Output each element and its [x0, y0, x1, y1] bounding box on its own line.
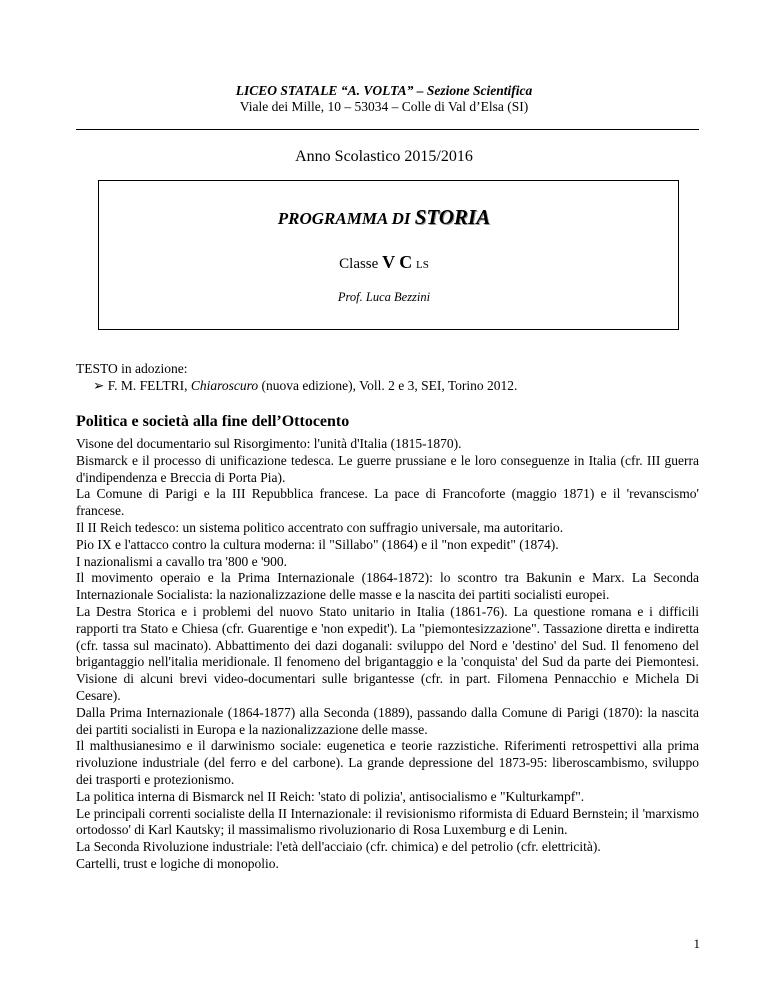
textbook-label: TESTO in adozione:	[76, 361, 188, 376]
program-title	[0, 205, 768, 230]
school-header	[0, 83, 768, 115]
school-year: Anno Scolastico 2015/2016	[295, 148, 473, 165]
class-label: Classe	[339, 256, 379, 272]
paragraph: La Seconda Rivoluzione industriale: l'età dell'acciaio (cfr. chimica) e del petrolio (cfr. elettricità).	[76, 839, 601, 855]
paragraph: Dalla Prima Internazionale (1864-1877) alla Seconda (1889), passando dalla Comune di Parigi (1870): la nascita dei partiti socialisti in Europa e la nazionalizzazione delle masse.	[76, 704, 699, 737]
school-address: Viale dei Mille, 10 – 53034 – Colle di Val d’Elsa (SI)	[239, 99, 529, 114]
paragraph: Il malthusianesimo e il darwinismo sociale: eugenetica e teorie razzistiche. Riferimenti retrospettivi alla prima rivoluzione industriale (del ferro e del carbone). La grande depressione del 1873-95: liberoscambismo, sviluppo dei trasporti e protezionismo.	[76, 738, 699, 787]
paragraph: I nazionalismi a cavallo tra '800 e '900.	[76, 553, 288, 569]
class-line	[0, 252, 768, 273]
paragraph: Bismarck e il processo di unificazione tedesca. Le guerre prussiane e le loro conseguenze in Italia (cfr. III guerra d'indipendenza e Breccia di Porta Pia).	[76, 452, 699, 485]
page-number: 1	[693, 936, 700, 951]
header-divider	[76, 129, 699, 130]
textbook-block	[76, 360, 699, 394]
paragraph: Il movimento operaio e la Prima Internazionale (1864-1872): lo scontro tra Bakunin e Marx. La Seconda Internazionale Socialista: la nazionalizzazione delle masse e la nascita dei partiti socialisti europei.	[76, 570, 699, 603]
paragraph: La politica interna di Bismarck nel II Reich: 'stato di polizia', antisocialismo e "Kulturkampf".	[76, 788, 585, 804]
paragraph: Cartelli, trust e logiche di monopolio.	[76, 855, 279, 871]
paragraph: Pio IX e l'attacco contro la cultura moderna: il "Sillabo" (1864) e il "non expedit" (1874).	[76, 536, 559, 552]
class-suffix: LS	[416, 259, 429, 271]
section-body	[76, 436, 699, 873]
paragraph: Visone del documentario sul Risorgimento: l'unità d'Italia (1815-1870).	[76, 436, 462, 451]
bullet-arrow-icon: ➢	[93, 378, 105, 393]
paragraph: Il II Reich tedesco: un sistema politico accentrato con suffragio universale, ma autoritario.	[76, 519, 564, 535]
textbook-details: (nuova edizione), Voll. 2 e 3, SEI, Torino 2012.	[261, 378, 518, 393]
section-heading: Politica e società alla fine dell’Ottocento	[76, 413, 350, 430]
teacher-name: Prof. Luca Bezzini	[337, 290, 431, 304]
class-code: V C	[382, 252, 413, 272]
paragraph: La Destra Storica e i problemi del nuovo Stato unitario in Italia (1861-76). La questione romana e i difficili rapporti tra Stato e Chiesa (cfr. Guarentige e 'non expedit'). La "piemontesizzazione". Tassazione diretta e indiretta (cfr. tassa sul macinato). Abbattimento dei dazi doganali: sviluppo del Nord e 'destino' del Sud. Il fenomeno del brigantaggio nell'italia meridionale. Il fenomeno del brigantaggio e la 'conquista' del Sud da parte dei Piemontesi. Visione di alcuni brevi video-documentari sulle brigantesse (cfr. in part. Filomena Pennacchio e Michela Di Cesare).	[76, 603, 699, 703]
paragraph: La Comune di Parigi e la III Repubblica francese. La pace di Francoforte (maggio 1871) e il 'revanscismo' francese.	[76, 486, 699, 519]
textbook-title: Chiaroscuro	[190, 378, 259, 393]
school-name: LICEO STATALE “A. VOLTA” – Sezione Scientifica	[235, 83, 533, 98]
textbook-item	[76, 377, 699, 394]
program-title-prefix: PROGRAMMA DI	[277, 209, 411, 228]
program-subject: STORIA	[414, 205, 491, 229]
textbook-author: F. M. FELTRI,	[107, 378, 188, 393]
paragraph: Le principali correnti socialiste della II Internazionale: il revisionismo riformista di Eduard Bernstein; il 'marxismo ortodosso' di Karl Kautsky; il massimalismo rivoluzionario di Rosa Luxemburg e di Lenin.	[76, 805, 699, 838]
